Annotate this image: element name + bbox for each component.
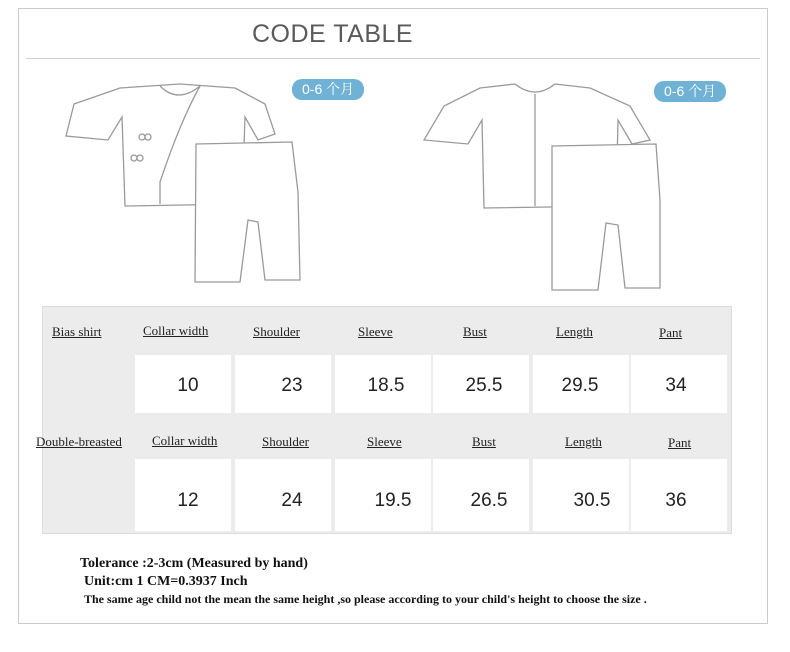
row-label-double-breasted: Double-breasted (36, 434, 122, 449)
row-label-bias-shirt: Bias shirt (52, 324, 102, 339)
bias-shirt-set-icon (60, 82, 320, 292)
header-pant: Pant (668, 435, 692, 450)
header-shoulder: Shoulder (253, 324, 300, 339)
header-length: Length (556, 324, 593, 339)
header-collar-width: Collar width (152, 433, 218, 448)
page-title: CODE TABLE (252, 20, 414, 48)
header-sleeve: Sleeve (367, 434, 402, 449)
value-length: 29.5 (561, 375, 599, 396)
double-breasted-set-icon (420, 80, 670, 295)
age-badge-left: 0-6 个月 (292, 79, 364, 100)
header-shoulder: Shoulder (262, 434, 309, 449)
header-collar-width: Collar width (143, 323, 209, 338)
value-length: 30.5 (573, 490, 611, 511)
value-bust: 25.5 (465, 375, 503, 396)
value-sleeve: 19.5 (374, 490, 412, 511)
header-bust: Bust (463, 324, 487, 339)
value-pant: 36 (665, 490, 687, 511)
notes (80, 556, 647, 607)
value-bust: 26.5 (470, 490, 508, 511)
value-collar-width: 12 (177, 490, 199, 511)
value-sleeve: 18.5 (367, 375, 405, 396)
value-collar-width: 10 (177, 375, 199, 396)
title-bar (26, 10, 760, 59)
header-bust: Bust (472, 434, 496, 449)
advice-note: The same age child not the mean the same height ,so please according to your child's height to choose the size . (84, 592, 647, 606)
header-sleeve: Sleeve (358, 324, 393, 339)
age-badge-right: 0-6 个月 (654, 81, 726, 102)
header-length: Length (565, 434, 602, 449)
value-pant: 34 (665, 375, 687, 396)
tolerance-note: Tolerance :2-3cm (Measured by hand) (80, 556, 308, 571)
value-shoulder: 24 (281, 490, 303, 511)
value-shoulder: 23 (281, 375, 303, 396)
unit-note: Unit:cm 1 CM=0.3937 Inch (84, 574, 248, 589)
header-pant: Pant (659, 325, 683, 340)
